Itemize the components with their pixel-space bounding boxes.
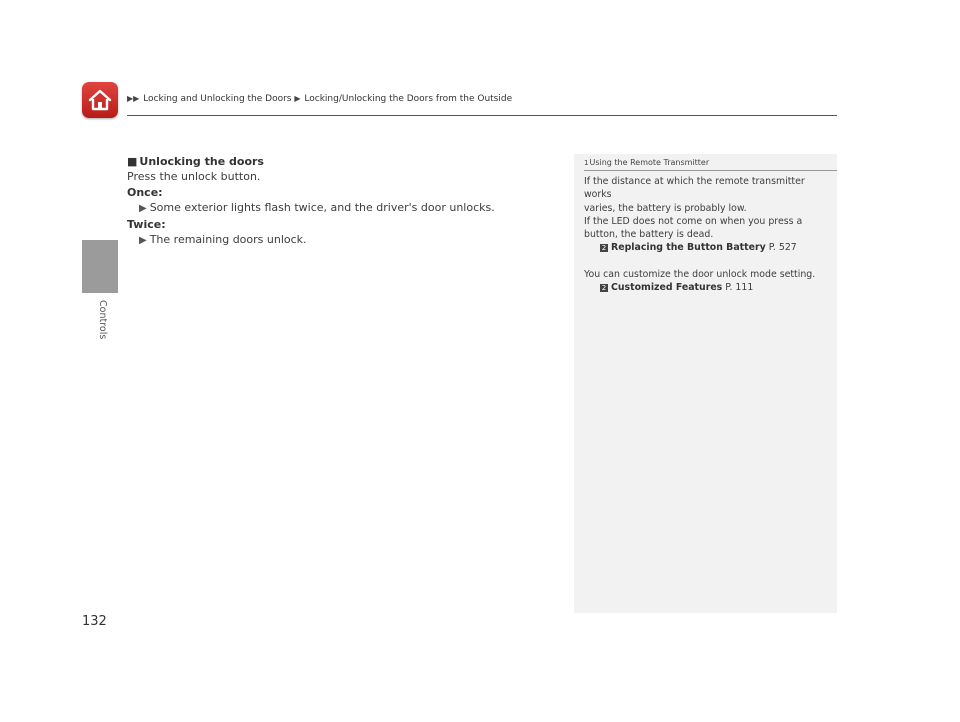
intro-text: Press the unlock button. [127, 170, 261, 184]
ref-link-customized[interactable]: 2 Customized Features P. 111 [601, 282, 754, 294]
once-result: ▶ Some exterior lights flash twice, and the driver's door unlocks. [139, 201, 495, 215]
section-tab[interactable] [82, 240, 118, 293]
main-content [127, 154, 557, 248]
sidebar-body [584, 175, 829, 294]
sidebar-line: varies, the battery is probably low. [584, 202, 747, 214]
sidebar-line: button, the battery is dead. [584, 229, 714, 241]
ref-link-battery[interactable]: 2 Replacing the Button Battery P. 527 [601, 242, 797, 254]
result-arrow-icon: ▶ [139, 203, 147, 215]
sidebar-line: If the LED does not come on when you press a [584, 215, 803, 227]
reference-arrow-icon: 2 [601, 284, 607, 293]
breadcrumb-item-locking-unlocking[interactable]: Locking and Unlocking the Doors [143, 94, 292, 104]
header-divider [127, 115, 837, 116]
result-arrow-icon: ▶ [139, 235, 147, 247]
breadcrumb [127, 94, 512, 104]
once-label: Once: [127, 185, 163, 199]
twice-result: ▶ The remaining doors unlock. [139, 233, 307, 247]
sidebar-line: If the distance at which the remote transmitter works [584, 176, 805, 201]
breadcrumb-arrow-icon: ▶ [294, 94, 301, 103]
sidebar-line: You can customize the door unlock mode setting. [584, 268, 816, 280]
reference-arrow-icon: 2 [601, 244, 607, 253]
page-number: 132 [82, 614, 107, 629]
square-bullet-icon: ■ [127, 155, 138, 168]
home-button[interactable] [82, 82, 118, 118]
home-icon [87, 88, 113, 112]
twice-label: Twice: [127, 217, 166, 231]
breadcrumb-arrow-icon: ▶▶ [127, 94, 140, 103]
section-tab-label: Controls [97, 300, 108, 340]
note-sidebar [574, 154, 837, 613]
section-heading: ■ Unlocking the doors [127, 155, 264, 168]
breadcrumb-item-from-outside[interactable]: Locking/Unlocking the Doors from the Outside [304, 94, 513, 104]
note-number: 1 [584, 159, 589, 167]
sidebar-title: 1Using the Remote Transmitter [584, 158, 837, 171]
